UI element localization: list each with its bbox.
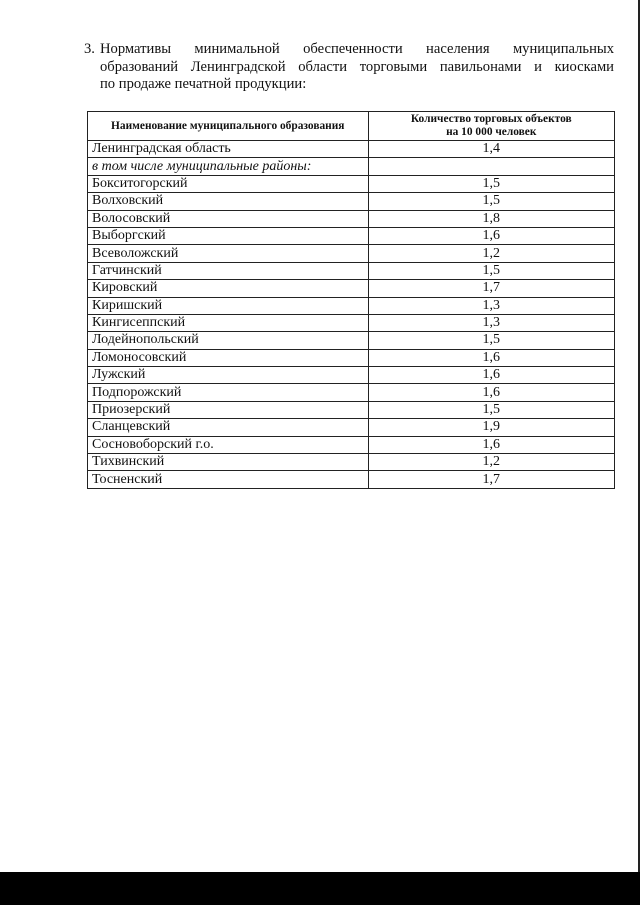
intro-paragraph — [84, 41, 614, 94]
intro-line-3: по продаже печатной продукции: — [100, 76, 307, 92]
table-row — [88, 227, 615, 244]
district-value: 1,7 — [368, 471, 614, 488]
intro-line-1: Нормативы минимальной обеспеченности населения муниципальных — [100, 41, 614, 57]
norms-table — [87, 111, 615, 489]
table-row — [88, 314, 615, 331]
table-row — [88, 175, 615, 192]
table-row — [88, 454, 615, 471]
item-number: 3. — [84, 41, 95, 57]
table-row — [88, 349, 615, 366]
subheader-empty-cell — [368, 158, 614, 175]
district-value: 1,3 — [368, 314, 614, 331]
districts-subheader: в том числе муниципальные районы: — [88, 158, 369, 175]
district-name: Выборгский — [88, 227, 369, 244]
district-value: 1,6 — [368, 436, 614, 453]
table-row — [88, 280, 615, 297]
district-name: Сосновоборский г.о. — [88, 436, 369, 453]
district-name: Киришский — [88, 297, 369, 314]
header-municipality: Наименование муниципального образования — [88, 112, 369, 141]
district-value: 1,5 — [368, 175, 614, 192]
district-name: Всеволожский — [88, 245, 369, 262]
district-value: 1,5 — [368, 262, 614, 279]
table-row — [88, 245, 615, 262]
district-value: 1,5 — [368, 193, 614, 210]
table-body — [88, 141, 615, 489]
table-row — [88, 419, 615, 436]
district-name: Волховский — [88, 193, 369, 210]
table-row — [88, 401, 615, 418]
district-name: Сланцевский — [88, 419, 369, 436]
header-count-line-1: Количество торговых объектов — [410, 113, 572, 125]
district-name: Гатчинский — [88, 262, 369, 279]
intro-line-2: образований Ленинградской области торговыми павильонами и киосками — [100, 58, 614, 75]
region-row — [88, 141, 615, 158]
district-name: Приозерский — [88, 401, 369, 418]
district-value: 1,2 — [368, 454, 614, 471]
district-value: 1,6 — [368, 227, 614, 244]
district-value: 1,8 — [368, 210, 614, 227]
table-row — [88, 436, 615, 453]
header-objects-count — [368, 112, 614, 141]
region-value: 1,4 — [368, 141, 614, 158]
district-name: Бокситогорский — [88, 175, 369, 192]
subheader-row — [88, 158, 615, 175]
district-value: 1,6 — [368, 367, 614, 384]
table-row — [88, 210, 615, 227]
district-name: Тихвинский — [88, 454, 369, 471]
district-value: 1,6 — [368, 349, 614, 366]
table-row — [88, 332, 615, 349]
region-name: Ленинградская область — [88, 141, 369, 158]
district-name: Лодейнопольский — [88, 332, 369, 349]
district-value: 1,9 — [368, 419, 614, 436]
table-row — [88, 471, 615, 488]
district-value: 1,6 — [368, 384, 614, 401]
table-row — [88, 193, 615, 210]
district-value: 1,2 — [368, 245, 614, 262]
district-name: Кингисеппский — [88, 314, 369, 331]
district-value: 1,7 — [368, 280, 614, 297]
table-row — [88, 297, 615, 314]
header-count-line-2: на 10 000 человек — [446, 126, 537, 138]
district-name: Кировский — [88, 280, 369, 297]
table-row — [88, 384, 615, 401]
district-value: 1,5 — [368, 401, 614, 418]
district-name: Тосненский — [88, 471, 369, 488]
table-header-row — [88, 112, 615, 141]
scan-bottom-border — [0, 872, 640, 905]
table-row — [88, 367, 615, 384]
district-value: 1,5 — [368, 332, 614, 349]
district-name: Подпорожский — [88, 384, 369, 401]
district-name: Волосовский — [88, 210, 369, 227]
district-name: Лужский — [88, 367, 369, 384]
district-name: Ломоносовский — [88, 349, 369, 366]
table-row — [88, 262, 615, 279]
district-value: 1,3 — [368, 297, 614, 314]
